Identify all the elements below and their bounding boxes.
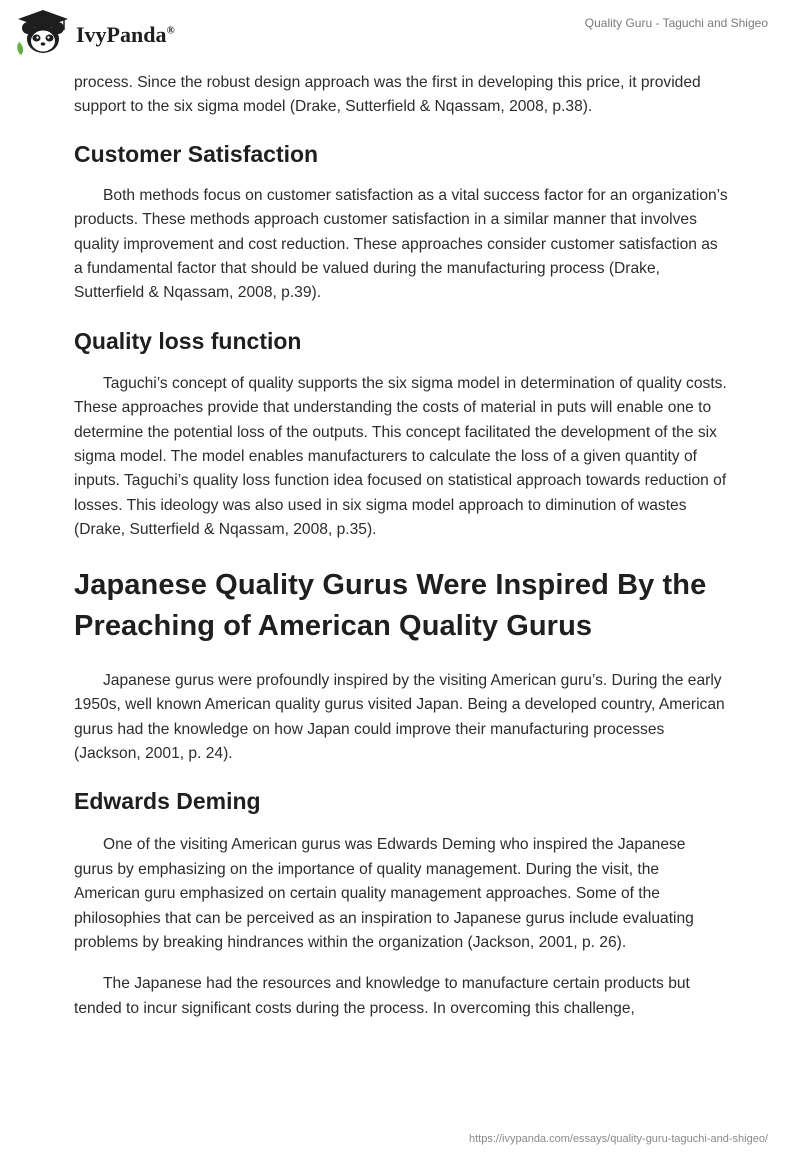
heading-quality-loss-function: Quality loss function xyxy=(74,327,302,354)
brand-name xyxy=(76,22,175,48)
page-header xyxy=(0,0,800,70)
heading-customer-satisfaction: Customer Satisfaction xyxy=(74,140,319,167)
ivypanda-logo[interactable] xyxy=(14,8,175,58)
panda-graduate-icon xyxy=(14,8,72,58)
paragraph-edwards-deming-1: One of the visiting American gurus was Edwards Deming who inspired the Japanese gurus by emphasizing on the importance of quality management. During the visit, the American guru emphasized on certain quality management approaches. Some of the philosophies that can be perceived as an inspiration to Japanese gurus include evaluating problems by breaking hindrances within the organization (Jackson, 2001, p. 26). xyxy=(74,836,694,951)
source-url[interactable]: https://ivypanda.com/essays/quality-guru-taguchi-and-shigeo/ xyxy=(469,1133,768,1145)
paragraph-japanese-gurus: Japanese gurus were profoundly inspired by the visiting American guru’s. During the early 1950s, well known American quality gurus visited Japan. Being a developed country, American gurus had the knowledge on how Japan could improve their manufacturing processes (Jackson, 2001, p. 24). xyxy=(74,671,725,762)
paragraph-edwards-deming-2: The Japanese had the resources and knowledge to manufacture certain products but tended to incur significant costs during the process. In overcoming this challenge, xyxy=(74,975,690,1017)
paragraph-robust-design: process. Since the robust design approach was the first in developing this price, it provided support to the six sigma model (Drake, Sutterfield & Nqassam, 2008, p.38). xyxy=(74,74,701,116)
paragraph-customer-satisfaction: Both methods focus on customer satisfaction as a vital success factor for an organization’s products. These methods approach customer satisfaction in a similar manner that involves quality improvement and cost reduction. These approaches consider customer satisfaction as a fundamental factor that should be valued during the manufacturing process (Drake, Sutterfield & Nqassam, 2008, p.39). xyxy=(74,186,728,302)
paragraph-quality-loss-function: Taguchi’s concept of quality supports the six sigma model in determination of quality costs. These approaches provide that understanding the costs of material in puts will enable one to determine the potential loss of the outputs. This concept facilitated the development of the six sigma model. The model enables manufacturers to calculate the loss of a given quantity of inputs. Taguchi’s quality loss function idea focused on statistical approach towards reduction of losses. This ideology was also used in six sigma model approach to diminution of wastes (Drake, Sutterfield & Nqassam, 2008, p.35). xyxy=(74,374,727,539)
essay-content xyxy=(74,71,728,1021)
heading-japanese-quality-gurus: Japanese Quality Gurus Were Inspired By the Preaching of American Quality Gurus xyxy=(74,568,707,642)
registered-mark: ® xyxy=(166,24,175,37)
document-title: Quality Guru - Taguchi and Shigeo xyxy=(584,16,768,30)
heading-edwards-deming: Edwards Deming xyxy=(74,788,261,815)
brand-text: IvyPanda xyxy=(76,22,167,47)
